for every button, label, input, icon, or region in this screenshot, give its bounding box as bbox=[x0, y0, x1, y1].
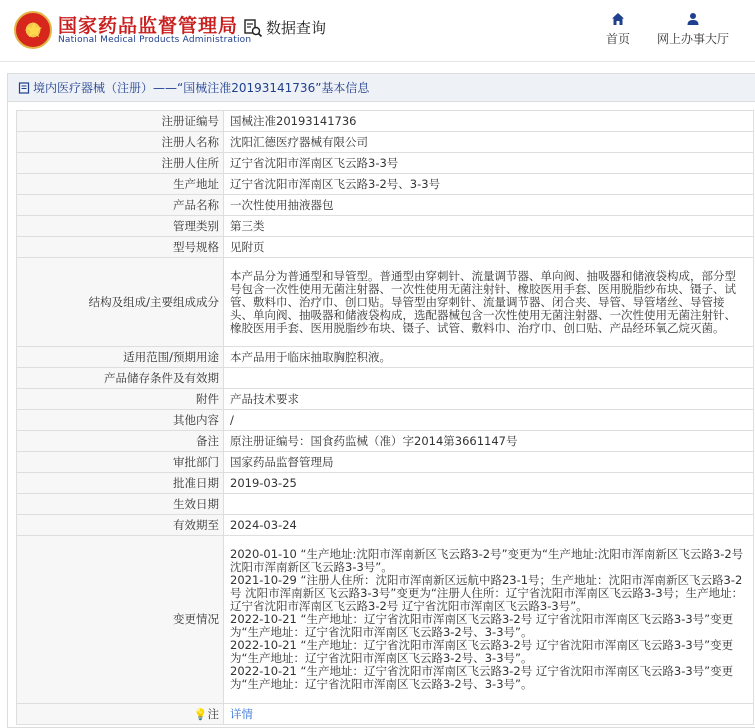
table-row bbox=[17, 452, 754, 473]
table-row bbox=[17, 153, 754, 174]
table-row bbox=[17, 216, 754, 237]
field-label: 有效期至 bbox=[17, 515, 224, 536]
field-value: 国械注准20193141736 bbox=[224, 111, 754, 132]
table-row bbox=[17, 195, 754, 216]
field-label: 生产地址 bbox=[17, 174, 224, 195]
site-title-cn: 国家药品监督管理局 bbox=[58, 15, 239, 37]
star-icon bbox=[25, 21, 43, 39]
site-header bbox=[0, 0, 755, 62]
table-row bbox=[17, 494, 754, 515]
table-row bbox=[17, 536, 754, 704]
field-value bbox=[224, 704, 754, 725]
nav-home-label: 首页 bbox=[606, 32, 631, 46]
field-label: 产品名称 bbox=[17, 195, 224, 216]
table-row bbox=[17, 473, 754, 494]
field-value: 辽宁省沈阳市浑南区飞云路3-3号 bbox=[224, 153, 754, 174]
field-label: 其他内容 bbox=[17, 410, 224, 431]
table-row bbox=[17, 347, 754, 368]
nav-home[interactable] bbox=[606, 12, 630, 47]
site-title-en: National Medical Products Administration bbox=[58, 35, 252, 45]
field-value: 2024-03-24 bbox=[224, 515, 754, 536]
table-row bbox=[17, 111, 754, 132]
field-value bbox=[224, 368, 754, 389]
table-row bbox=[17, 389, 754, 410]
field-value bbox=[224, 494, 754, 515]
data-query-link[interactable] bbox=[243, 17, 326, 38]
field-value: 产品技术要求 bbox=[224, 389, 754, 410]
document-icon bbox=[18, 82, 30, 94]
table-row bbox=[17, 704, 754, 725]
field-label: 批准日期 bbox=[17, 473, 224, 494]
field-value: 辽宁省沈阳市浑南区飞云路3-2号、3-3号 bbox=[224, 174, 754, 195]
field-label: 注册证编号 bbox=[17, 111, 224, 132]
field-value: 一次性使用抽液器包 bbox=[224, 195, 754, 216]
field-label: 结构及组成/主要组成成分 bbox=[17, 258, 224, 347]
user-icon bbox=[686, 12, 700, 26]
field-label: 管理类别 bbox=[17, 216, 224, 237]
field-label: 注册人名称 bbox=[17, 132, 224, 153]
field-value: 本产品用于临床抽取胸腔积液。 bbox=[224, 347, 754, 368]
note-label-cell bbox=[17, 704, 224, 725]
field-value: 国家药品监督管理局 bbox=[224, 452, 754, 473]
breadcrumb-text: 境内医疗器械（注册）——“国械注准20193141736”基本信息 bbox=[33, 81, 370, 95]
home-icon bbox=[611, 12, 625, 26]
nav-online-label: 网上办事大厅 bbox=[657, 32, 730, 46]
detail-panel bbox=[7, 73, 755, 728]
device-info-table bbox=[16, 110, 754, 725]
field-label: 注 bbox=[207, 706, 219, 721]
field-value: 原注册证编号：国食药监械（准）字2014第3661147号 bbox=[224, 431, 754, 452]
table-row bbox=[17, 258, 754, 347]
table-row bbox=[17, 410, 754, 431]
details-link[interactable]: 详情 bbox=[230, 706, 253, 721]
field-value: 见附页 bbox=[224, 237, 754, 258]
nav-online-service[interactable] bbox=[657, 12, 729, 47]
national-emblem-logo bbox=[14, 11, 52, 49]
table-row bbox=[17, 515, 754, 536]
field-value: 沈阳汇德医疗器械有限公司 bbox=[224, 132, 754, 153]
field-value: 2019-03-25 bbox=[224, 473, 754, 494]
field-value: 第三类 bbox=[224, 216, 754, 237]
table-row bbox=[17, 237, 754, 258]
field-value: / bbox=[224, 410, 754, 431]
field-label: 审批部门 bbox=[17, 452, 224, 473]
field-label: 生效日期 bbox=[17, 494, 224, 515]
field-label: 注册人住所 bbox=[17, 153, 224, 174]
table-row bbox=[17, 132, 754, 153]
field-label: 附件 bbox=[17, 389, 224, 410]
table-row bbox=[17, 431, 754, 452]
table-row bbox=[17, 368, 754, 389]
table-row bbox=[17, 174, 754, 195]
breadcrumb bbox=[8, 74, 755, 102]
field-label: 型号规格 bbox=[17, 237, 224, 258]
field-label: 产品储存条件及有效期 bbox=[17, 368, 224, 389]
field-value: 本产品分为普通型和导管型。普通型由穿刺针、流量调节器、单向阀、抽吸器和储液袋构成，部分型号包含一次性使用无菌注射器、一次性使用无菌注射针、橡胶医用手套、医用脱脂纱布块、镊子、试管、敷料巾、治疗巾、创口贴。导管型由穿刺针、流量调节器、闭合夹、导管、导管堵丝、导管接头、单向阀、抽吸器和储液袋构成，选配器械包含一次性使用无菌注射器、一次性使用无菌注射针、橡胶医用手套、医用脱脂纱布块、镊子、试管、敷料巾、治疗巾、创口贴、产品经环氧乙烷灭菌。 bbox=[224, 258, 754, 347]
field-label: 变更情况 bbox=[17, 536, 224, 704]
lightbulb-icon: 💡 bbox=[193, 707, 208, 721]
change-history-value: 2020-01-10 “生产地址:沈阳市浑南新区飞云路3-2号”变更为“生产地址:沈阳市浑南新区飞云路3-2号 沈阳市浑南新区飞云路3-3号”。 2021-10-29 “注册人住所：沈阳市浑南新区远航中路23-1号；生产地址：沈阳市浑南新区飞云路3-2号 沈阳市浑南新区飞云路3-3号”变更为“注册人住所：辽宁省沈阳市浑南区飞云路3-3号；生产地址：辽宁省沈阳市浑南区飞云路3-2号 辽宁省沈阳市浑南区飞云路3-3号”。 2022-10-21 “生产地址：辽宁省沈阳市浑南区飞云路3-2号 辽宁省沈阳市浑南区飞云路3-3号”变更为“生产地址：辽宁省沈阳市浑南区飞云路3-2号、3-3号”。 2022-10-21 “生产地址：辽宁省沈阳市浑南区飞云路3-2号 辽宁省沈阳市浑南区飞云路3-3号”变更为“生产地址：辽宁省沈阳市浑南区飞云路3-2号、3-3号”。 2022-10-21 “生产地址：辽宁省沈阳市浑南区飞云路3-2号 辽宁省沈阳市浑南区飞云路3-3号”变更为“生产地址：辽宁省沈阳市浑南区飞云路3-2号、3-3号”。 bbox=[224, 536, 754, 704]
field-label: 备注 bbox=[17, 431, 224, 452]
data-query-label: 数据查询 bbox=[266, 19, 327, 37]
field-label: 适用范围/预期用途 bbox=[17, 347, 224, 368]
search-document-icon bbox=[243, 18, 263, 38]
